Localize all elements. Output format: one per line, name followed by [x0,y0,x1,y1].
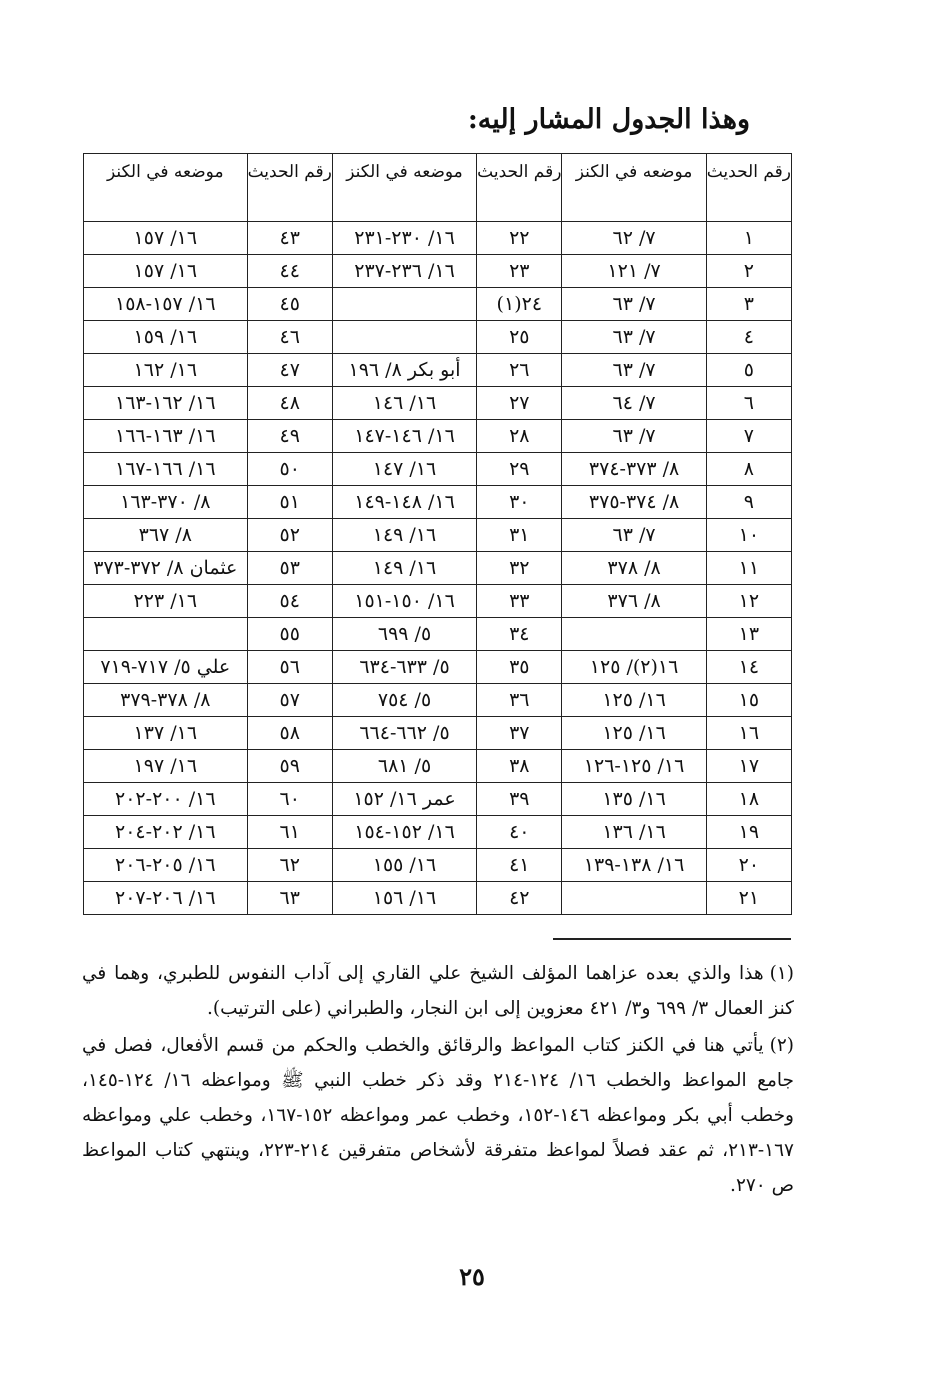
hadith-number-cell: ٢٤(١) [477,288,562,321]
hadith-number-cell: ١٠ [706,519,791,552]
hadith-number-cell: ٣٦ [477,684,562,717]
kanz-location-cell: ٨/ ٣٧٤-٣٧٥ [562,486,706,519]
kanz-location-cell: ١٦/ ١٤٩ [332,519,476,552]
table-row [84,684,792,717]
hadith-number-cell: ٤٢ [477,882,562,915]
hadith-number-cell: ٥١ [247,486,332,519]
hadith-number-cell: ٥٨ [247,717,332,750]
kanz-location-cell [562,618,706,651]
hadith-number-cell: ٦٢ [247,849,332,882]
hadith-number-cell: ٣٤ [477,618,562,651]
table-body [84,222,792,915]
hadith-number-cell: ٥٤ [247,585,332,618]
table-row [84,717,792,750]
footnote-2 [82,1028,794,1203]
kanz-location-cell: ١٦/ ١٥٧ [84,222,248,255]
kanz-location-cell: ١٦/ ١٦٦-١٦٧ [84,453,248,486]
header-hadith-number: رقم الحديث [706,154,791,222]
kanz-location-cell: ١٦/ ١٤٦-١٤٧ [332,420,476,453]
kanz-location-cell: ١٦/ ٢٠٠-٢٠٢ [84,783,248,816]
kanz-location-cell: ٥/ ٦٩٩ [332,618,476,651]
table-row [84,783,792,816]
kanz-location-cell: ١٦/ ١٥٧-١٥٨ [84,288,248,321]
hadith-number-cell: ٥٩ [247,750,332,783]
table-row [84,354,792,387]
hadith-number-cell: ٢٧ [477,387,562,420]
hadith-number-cell: ٢٦ [477,354,562,387]
hadith-number-cell: ٥٥ [247,618,332,651]
hadith-number-cell: ٢١ [706,882,791,915]
hadith-number-cell: ٤٧ [247,354,332,387]
page-number: ٢٥ [459,1262,485,1291]
kanz-location-cell: ١٦/ ٢٣٦-٢٣٧ [332,255,476,288]
hadith-number-cell: ٣٨ [477,750,562,783]
table-heading: وهذا الجدول المشار إليه: [467,104,750,135]
kanz-location-cell: ٥/ ٦٣٣-٦٣٤ [332,651,476,684]
kanz-location-cell: عثمان ٨/ ٣٧٢-٣٧٣ [84,552,248,585]
header-kanz-location: موضعه في الكنز [332,154,476,222]
hadith-number-cell: ٥٠ [247,453,332,486]
hadith-number-cell: ٢٩ [477,453,562,486]
hadith-number-cell: ٣٥ [477,651,562,684]
table-row [84,453,792,486]
kanz-location-cell: ١٦/ ١٥٧ [84,255,248,288]
kanz-location-cell: ١٦/ ١٣٧ [84,717,248,750]
table-row [84,849,792,882]
table-row [84,255,792,288]
hadith-number-cell: ١٨ [706,783,791,816]
kanz-location-cell: ٥/ ٦٦٢-٦٦٤ [332,717,476,750]
table-row [84,882,792,915]
kanz-location-cell: ١٦/ ١٦٣-١٦٦ [84,420,248,453]
table-row [84,288,792,321]
kanz-location-cell: ٧/ ٦٣ [562,321,706,354]
hadith-number-cell: ٥ [706,354,791,387]
kanz-location-cell: ١٦/ ١٥٦ [332,882,476,915]
kanz-location-cell: ١٦/ ١٣٨-١٣٩ [562,849,706,882]
hadith-number-cell: ٢٠ [706,849,791,882]
hadith-number-cell: ٤٨ [247,387,332,420]
footnote-text: هذا والذي بعده عزاهما المؤلف الشيخ علي القاري إلى آداب النفوس للطبري، وهما في كنز العمال ٣/ ٦٩٩ و٣/ ٤٢١ معزوين إلى ابن النجار، والطبراني (على الترتيب). [82,963,794,1019]
hadith-number-cell: ٤٦ [247,321,332,354]
hadith-number-cell: ٥٦ [247,651,332,684]
kanz-location-cell: عمر ١٦/ ١٥٢ [332,783,476,816]
hadith-number-cell: ١١ [706,552,791,585]
kanz-location-cell: ١٦/ ٢٣٠-٢٣١ [332,222,476,255]
hadith-number-cell: ٤١ [477,849,562,882]
kanz-location-cell: ٨/ ٣٧٣-٣٧٤ [562,453,706,486]
kanz-location-cell: ٥/ ٦٨١ [332,750,476,783]
hadith-number-cell: ١٢ [706,585,791,618]
hadith-number-cell: ٥٣ [247,552,332,585]
hadith-number-cell: ٦ [706,387,791,420]
kanz-location-cell: ٨/ ٣٧٨ [562,552,706,585]
kanz-location-cell: ١٦/ ١٢٥ [562,717,706,750]
hadith-number-cell: ١ [706,222,791,255]
kanz-location-cell: ٧/ ٦٣ [562,420,706,453]
kanz-location-cell: ١٦/ ٢٠٥-٢٠٦ [84,849,248,882]
footnote-text: يأتي هنا في الكنز كتاب المواعظ والرقائق والخطب والحكم من قسم الأفعال، فصل في جامع المواعظ والخطب ١٦/ ١٢٤-٢١٤ وقد ذكر خطب النبي ﷺ ومواعظه ١٦/ ١٢٤-١٤٥، وخطب أبي بكر ومواعظه ١٤٦-١٥٢، وخطب عمر ومواعظه ١٥٢-١٦٧، وخطب علي ومواعظه ١٦٧-٢١٣، ثم عقد فصلاً لمواعظ متفرقة لأشخاص متفرقين ٢١٤-٢٢٣، وينتهي كتاب المواعظ ص ٢٧٠. [82,1035,794,1196]
hadith-number-cell: ٢٣ [477,255,562,288]
kanz-location-cell: ١٦/ ١٦٢ [84,354,248,387]
hadith-number-cell: ٢ [706,255,791,288]
hadith-number-cell: ٧ [706,420,791,453]
table-row [84,651,792,684]
kanz-location-cell: علي ٥/ ٧١٧-٧١٩ [84,651,248,684]
hadith-number-cell: ٦١ [247,816,332,849]
kanz-location-cell: ٧/ ٦٤ [562,387,706,420]
kanz-location-cell [84,618,248,651]
kanz-location-cell: ٧/ ٦٣ [562,519,706,552]
kanz-location-cell [332,321,476,354]
footnote-marker: (٢) [769,1035,794,1056]
hadith-number-cell: ١٧ [706,750,791,783]
kanz-location-cell [332,288,476,321]
hadith-number-cell: ٤ [706,321,791,354]
kanz-location-cell [562,882,706,915]
table-row [84,420,792,453]
footnote-marker: (١) [769,963,794,984]
kanz-location-cell: ١٦/ ١٥٩ [84,321,248,354]
kanz-location-cell: أبو بكر ٨/ ١٩٦ [332,354,476,387]
kanz-location-cell: ١٦/ ١٥٢-١٥٤ [332,816,476,849]
hadith-number-cell: ٥٢ [247,519,332,552]
hadith-number-cell: ٤٩ [247,420,332,453]
kanz-location-cell: ١٦/ ١٥٥ [332,849,476,882]
hadith-number-cell: ٦٣ [247,882,332,915]
hadith-number-cell: ٣٧ [477,717,562,750]
header-kanz-location: موضعه في الكنز [562,154,706,222]
kanz-location-cell: ٨/ ٣٦٧ [84,519,248,552]
kanz-location-cell: ١٦/ ١٦٢-١٦٣ [84,387,248,420]
kanz-location-cell: ١٦(٢)/ ١٢٥ [562,651,706,684]
kanz-location-cell: ١٦/ ٢٠٦-٢٠٧ [84,882,248,915]
hadith-reference-table [83,153,792,915]
kanz-location-cell: ١٦/ ١٤٩ [332,552,476,585]
table-row [84,750,792,783]
kanz-location-cell: ٧/ ٦٣ [562,288,706,321]
kanz-location-cell: ١٦/ ١٣٦ [562,816,706,849]
kanz-location-cell: ١٦/ ١٤٧ [332,453,476,486]
hadith-number-cell: ٢٥ [477,321,562,354]
hadith-number-cell: ٤٥ [247,288,332,321]
hadith-number-cell: ٢٢ [477,222,562,255]
hadith-number-cell: ٨ [706,453,791,486]
hadith-number-cell: ٣١ [477,519,562,552]
header-hadith-number: رقم الحديث [247,154,332,222]
hadith-number-cell: ٣ [706,288,791,321]
hadith-number-cell: ١٣ [706,618,791,651]
table-row [84,321,792,354]
hadith-number-cell: ٢٨ [477,420,562,453]
table-row [84,387,792,420]
table-row [84,816,792,849]
hadith-number-cell: ٤٠ [477,816,562,849]
table-row [84,486,792,519]
kanz-location-cell: ٥/ ٧٥٤ [332,684,476,717]
hadith-number-cell: ٤٤ [247,255,332,288]
kanz-location-cell: ٨/ ٣٧٨-٣٧٩ [84,684,248,717]
kanz-location-cell: ١٦/ ١٥٠-١٥١ [332,585,476,618]
kanz-location-cell: ٨/ ٣٧٠-١٦٣ [84,486,248,519]
table-row [84,519,792,552]
hadith-number-cell: ١٤ [706,651,791,684]
hadith-number-cell: ٣٩ [477,783,562,816]
kanz-location-cell: ١٦/ ١٢٥ [562,684,706,717]
footnote-separator [553,938,791,940]
kanz-location-cell: ١٦/ ٢٠٢-٢٠٤ [84,816,248,849]
hadith-number-cell: ١٦ [706,717,791,750]
kanz-location-cell: ١٦/ ١٤٨-١٤٩ [332,486,476,519]
table-row [84,552,792,585]
hadith-number-cell: ٦٠ [247,783,332,816]
footnotes [82,956,794,1205]
header-kanz-location: موضعه في الكنز [84,154,248,222]
footnote-1 [82,956,794,1026]
hadith-number-cell: ٥٧ [247,684,332,717]
hadith-number-cell: ٤٣ [247,222,332,255]
table-row [84,618,792,651]
header-hadith-number: رقم الحديث [477,154,562,222]
hadith-number-cell: ٩ [706,486,791,519]
kanz-location-cell: ٧/ ٦٣ [562,354,706,387]
table-row [84,585,792,618]
kanz-location-cell: ١٦/ ١٢٥-١٢٦ [562,750,706,783]
hadith-number-cell: ٣٠ [477,486,562,519]
kanz-location-cell: ١٦/ ٢٢٣ [84,585,248,618]
kanz-location-cell: ١٦/ ١٣٥ [562,783,706,816]
kanz-location-cell: ٧/ ٦٢ [562,222,706,255]
hadith-number-cell: ١٩ [706,816,791,849]
kanz-location-cell: ٧/ ١٢١ [562,255,706,288]
table-header-row [84,154,792,222]
kanz-location-cell: ١٦/ ١٩٧ [84,750,248,783]
hadith-number-cell: ٣٣ [477,585,562,618]
kanz-location-cell: ٨/ ٣٧٦ [562,585,706,618]
kanz-location-cell: ١٦/ ١٤٦ [332,387,476,420]
table-row [84,222,792,255]
hadith-number-cell: ١٥ [706,684,791,717]
hadith-number-cell: ٣٢ [477,552,562,585]
